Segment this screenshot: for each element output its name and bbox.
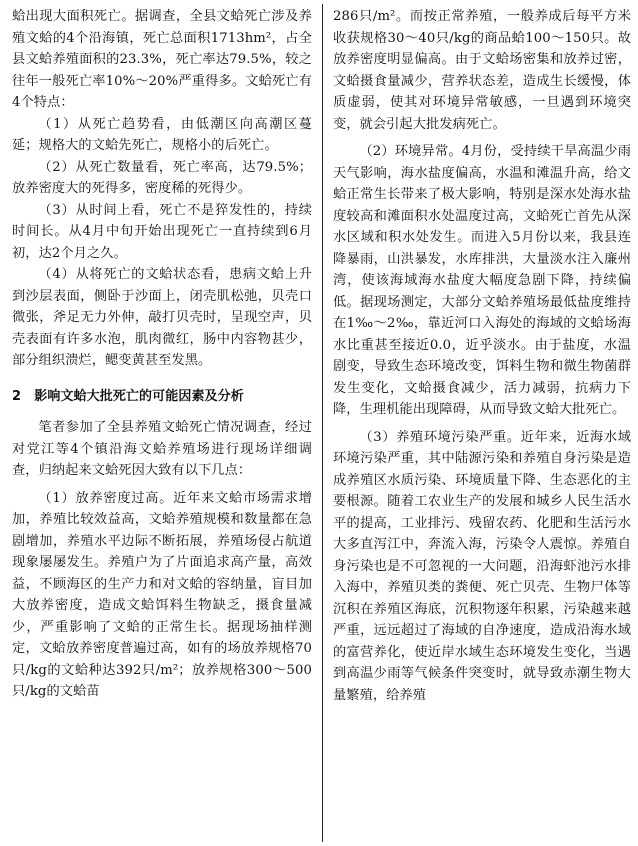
feature-4-symptoms: （4）从将死亡的文蛤状态看，患病文蛤上升到沙层表面，侧卧于沙面上，闭壳肌松弛，贝壳口微张，斧足无力外伸，敲打贝壳时，呈现空声，贝壳表面有许多水泡，肌肉微红，肠中内容物甚少，部分组织溃烂，鳃变黄甚至发黑。: [12, 267, 312, 368]
feature-1-trend: （1）从死亡趋势看，由低潮区向高潮区蔓延；规格大的文蛤先死亡，规格小的后死亡。: [12, 116, 312, 153]
feature-2-quantity: （2）从死亡数量看，死亡率高，达79.5%；放养密度大的死得多，密度稀的死得少。: [12, 159, 312, 196]
column-divider: [322, 4, 323, 842]
cause-3-pollution: （3）养殖环境污染严重。近年来，近海水域环境污染严重，其中陆源污染和养殖自身污染是造成养殖区水质污染、环境质量下降、生态恶化的主要根源。随着工农业生产的发展和城乡人民生活水平的提高，工业排污、残留农药、化肥和生活污水大多直泻江中，奔流入海，污染令人震惊。养殖自身污染也是不可忽视的一大问题，沿海虾池污水排入海中，养殖贝类的粪便、死亡贝壳、生物尸体等沉积在养殖区海底，沉积物逐年积累，污染越来越严重，远远超过了海域的自净速度，造成沿海水域的富营养化，使近岸水域生态环境发生变化，当遇到高温少雨等气候条件突变时，就导致赤潮生物大量繁殖，给养殖: [333, 429, 631, 703]
cause-2-environment: （2）环境异常。4月份，受持续干旱高温少雨天气影响，海水盐度偏高，水温和滩温升高，给文蛤正常生长带来了极大影响，特别是深水处海水盐度较高和滩面积水处温度过高，文蛤死亡首先从深水区域和积水处发生。而进入5月份以来，我县连降暴雨，山洪暴发，水库排洪，大量淡水注入廉州湾，使该海域海水盐度大幅度急剧下降，持续偏低。据现场测定，大部分文蛤养殖场最低盐度维持在1‰～2‰，靠近河口入海处的海域的文蛤场海水比重甚至接近0.0，近乎淡水。由于盐度，水温剧变，导致生态环境改变，饵料生物和微生物菌群发生变化，文蛤摄食减少，活力减弱，抗病力下降，生理机能出现障碍，从而导致文蛤大批死亡。: [333, 144, 631, 417]
section-heading: 2 影响文蛤大批死亡的可能因素及分析: [12, 388, 244, 404]
left-column: [12, 6, 312, 703]
cause-1-stocking-density: （1）放养密度过高。近年来文蛤市场需求增加，养殖比较效益高，文蛤养殖规模和数量都在急剧增加，养殖水平边际不断拓展，养殖场侵占航道现象屡屡发生。养殖户为了片面追求高产量，高效益，不顾海区的生产力和对文蛤的容纳量，盲目加大放养密度，造成文蛤饵料生物缺乏，摄食量减少，严重影响了文蛤的正常生长。据现场抽样测定，文蛤放养密度普遍过高，如有的场放养规格70只/kg的文蛤种达392只/m²；放养规格300～500只/kg的文蛤苗: [12, 490, 312, 699]
paragraph-investigation-intro: 笔者参加了全县养殖文蛤死亡情况调查，经过对党江等4个镇沿海文蛤养殖场进行现场详细调查，归纳起来文蛤死因大致有以下几点：: [12, 420, 312, 478]
right-column: [333, 6, 631, 706]
paragraph-density-continued: 286只/m²。而按正常养殖，一般养成后每平方米收获规格30～40只/kg的商品蛤100～150只。故放养密度明显偏高。由于文蛤场密集和放养过密，文蛤摄食量减少，营养状态差，造成生长缓慢，体质虚弱，使其对环境异常敏感，一旦遇到环境突变，就会引起大批发病死亡。: [333, 9, 631, 132]
paragraph-mortality-overview: 蛤出现大面积死亡。据调查，全县文蛤死亡涉及养殖文蛤的4个沿海镇，死亡总面积1713hm²，占全县文蛤养殖面积的23.3%，死亡率达79.5%，较之往年一般死亡率10%～20%严重得多。文蛤死亡有4个特点：: [12, 9, 312, 110]
feature-3-duration: （3）从时间上看，死亡不是猝发性的，持续时间长。从4月中旬开始出现死亡一直持续到6月初，达2个月之久。: [12, 202, 312, 261]
